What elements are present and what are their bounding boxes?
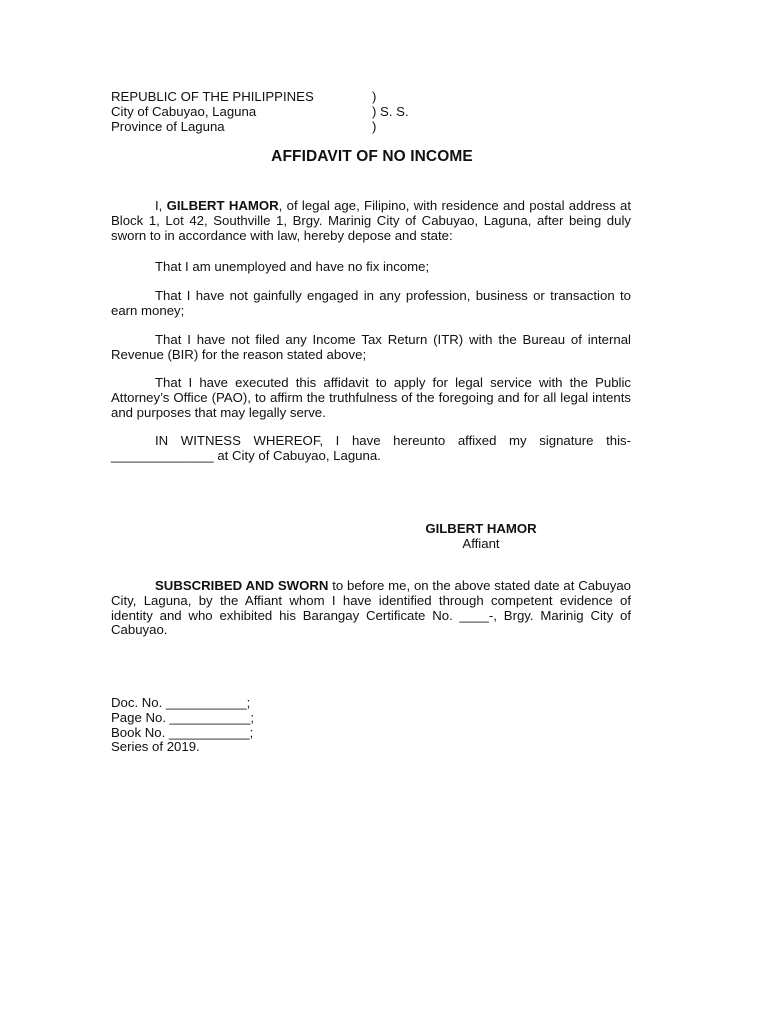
paragraph-jurat [111, 579, 631, 638]
venue-country: REPUBLIC OF THE PHILIPPINES [111, 89, 314, 104]
paragraph-no-itr: That I have not filed any Income Tax Return (ITR) with the Bureau of internal Revenue (BIR) for the reason stated above; [111, 332, 631, 362]
paragraph-purpose: That I have executed this affidavit to apply for legal service with the Public Attorney’s Office (PAO), to affirm the truthfulness of the foregoing and for all legal intents and purposes that may legally serve. [111, 375, 631, 420]
venue-bracket-1: ) [372, 89, 377, 104]
paragraph-unemployed: That I am unemployed and have no fix income; [155, 259, 430, 274]
intro-prefix: I, [155, 198, 167, 213]
venue-header [111, 89, 409, 134]
series-line: Series of 2019. [111, 739, 200, 755]
doc-number-line: Doc. No. ___________; [111, 695, 251, 710]
affiant-name-inline: GILBERT HAMOR [166, 198, 279, 213]
signature-role: Affiant [462, 536, 500, 551]
venue-line-3 [111, 119, 409, 134]
venue-bracket-3: ) [372, 119, 377, 134]
book-number-line: Book No. ___________; [111, 724, 254, 740]
venue-line-2 [111, 104, 409, 119]
venue-province: Province of Laguna [111, 119, 225, 134]
jurat-rest: to before me, on the above stated date at Cabuyao City, Laguna, by the Affiant whom I have identified through competent evidence of identity and who exhibited his Barangay Certificate No. ____-, Brgy. Marinig City of Cabuyao. [111, 578, 631, 638]
jurat-bold: SUBSCRIBED AND SWORN [155, 578, 329, 593]
notarial-register [111, 696, 254, 755]
document-title: AFFIDAVIT OF NO INCOME [271, 148, 473, 165]
venue-ss: ) S. S. [372, 104, 409, 119]
paragraph-witness: IN WITNESS WHEREOF, I have hereunto affixed my signature this-______________ at City of Cabuyao, Laguna. [111, 433, 631, 463]
intro-rest: , of legal age, Filipino, with residence and postal address at Block 1, Lot 42, Southville 1, Brgy. Marinig City of Cabuyao, Laguna, after being duly sworn to in accordance with law, hereby depose and state: [111, 198, 632, 243]
paragraph-no-profession: That I have not gainfully engaged in any profession, business or transaction to earn money; [111, 288, 631, 318]
venue-city: City of Cabuyao, Laguna [111, 104, 257, 119]
venue-line-1 [111, 89, 409, 104]
signature-name: GILBERT HAMOR [425, 521, 537, 536]
page-number-line: Page No. ___________; [111, 709, 254, 725]
paragraph-affiant-intro [111, 199, 631, 243]
